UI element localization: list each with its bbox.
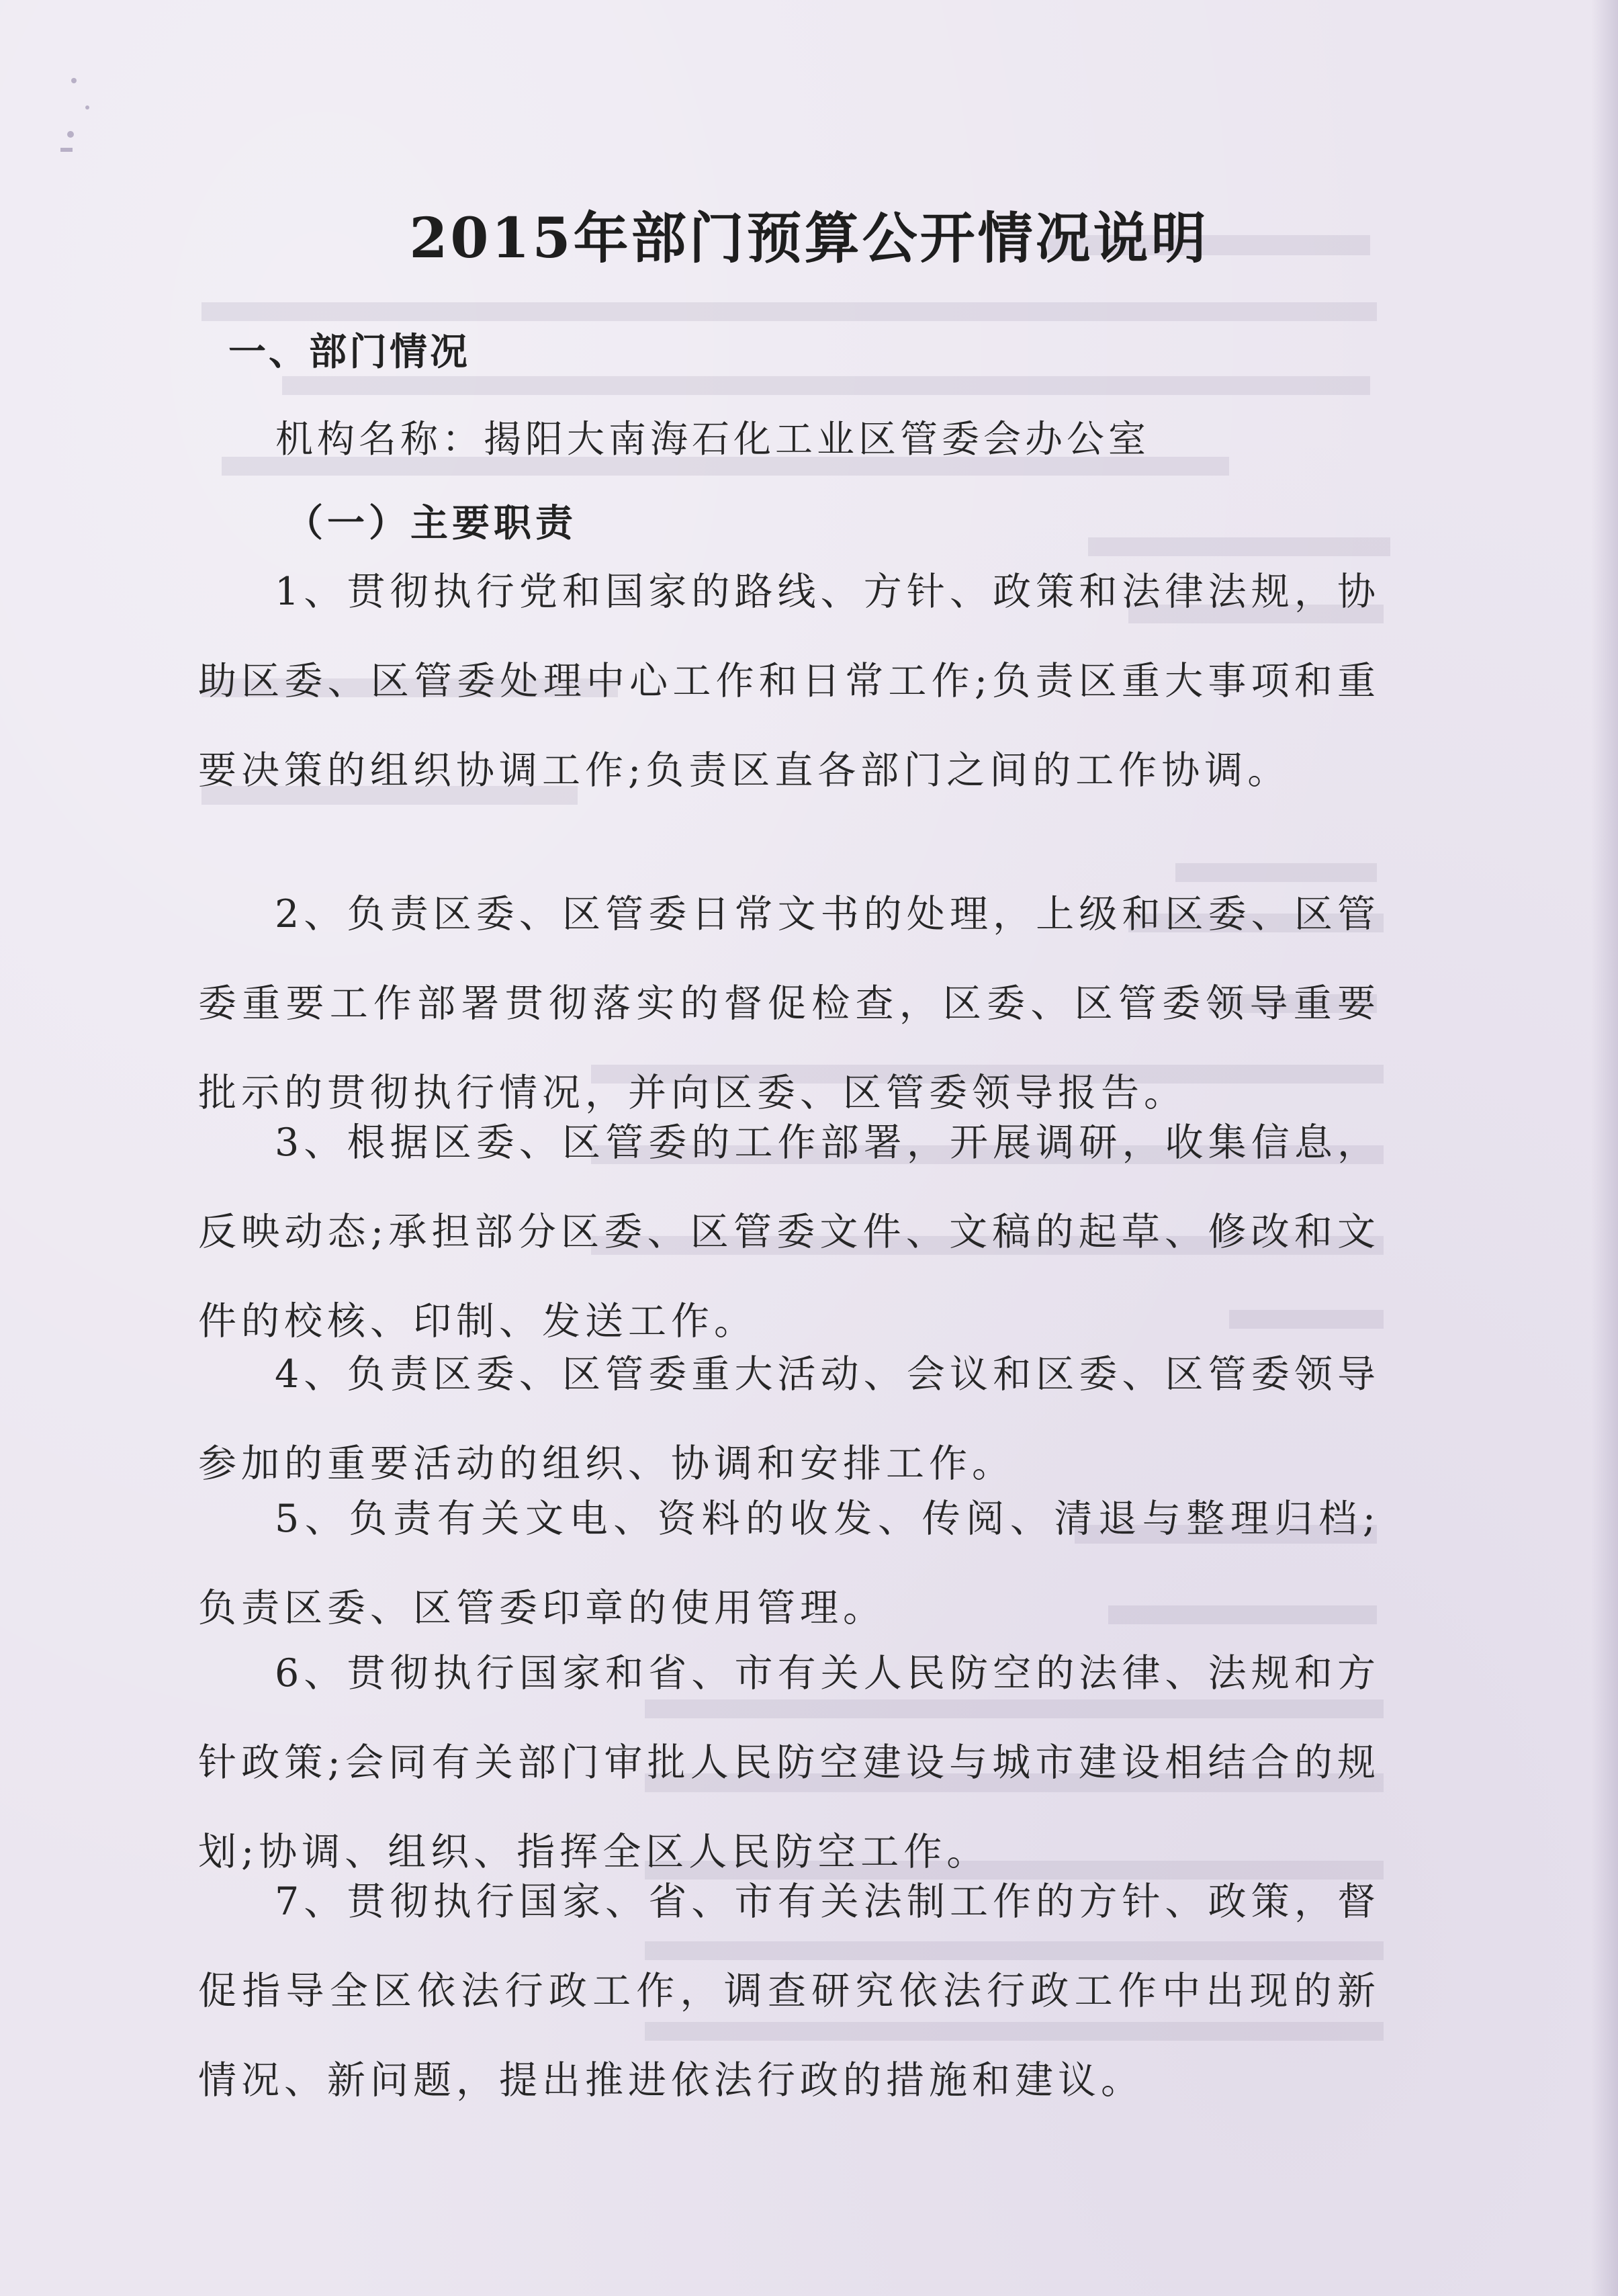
section-heading-department: 一、部门情况 [228,330,470,374]
duty-paragraph-3: 3、根据区委、区管委的工作部署，开展调研，收集信息，反映动态;承担部分区委、区管委文件、文稿的起草、修改和文件的校核、印制、发送工作。 [198,1120,1380,1343]
duty-paragraph-2: 2、负责区委、区管委日常文书的处理，上级和区委、区管委重要工作部署贯彻落实的督促检查，区委、区管委领导重要批示的贯彻执行情况，并向区委、区管委领导报告。 [198,892,1380,1115]
duty-paragraph-5: 5、负责有关文电、资料的收发、传阅、清退与整理归档;负责区委、区管委印章的使用管理。 [198,1497,1380,1630]
duty-paragraph-6: 6、贯彻执行国家和省、市有关人民防空的法律、法规和方针政策;会同有关部门审批人民防空建设与城市建设相结合的规划;协调、组织、指挥全区人民防空工作。 [198,1651,1380,1874]
scan-speckle-mark [47,60,128,168]
main-duties-heading: （一）主要职责 [285,501,577,545]
duty-paragraph-4: 4、负责区委、区管委重大活动、会议和区委、区管委领导参加的重要活动的组织、协调和安排工作。 [198,1352,1380,1486]
duty-paragraph-1: 1、贯彻执行党和国家的路线、方针、政策和法律法规，协助区委、区管委处理中心工作和日常工作;负责区重大事项和重要决策的组织协调工作;负责区直各部门之间的工作协调。 [198,570,1380,793]
duty-paragraph-7: 7、贯彻执行国家、省、市有关法制工作的方针、政策，督促指导全区依法行政工作，调查研究依法行政工作中出现的新情况、新问题，提出推进依法行政的措施和建议。 [198,1880,1380,2103]
organization-name-line: 机构名称：揭阳大南海石化工业区管委会办公室 [275,418,1150,461]
page-title: 2015年部门预算公开情况说明 [409,206,1209,271]
